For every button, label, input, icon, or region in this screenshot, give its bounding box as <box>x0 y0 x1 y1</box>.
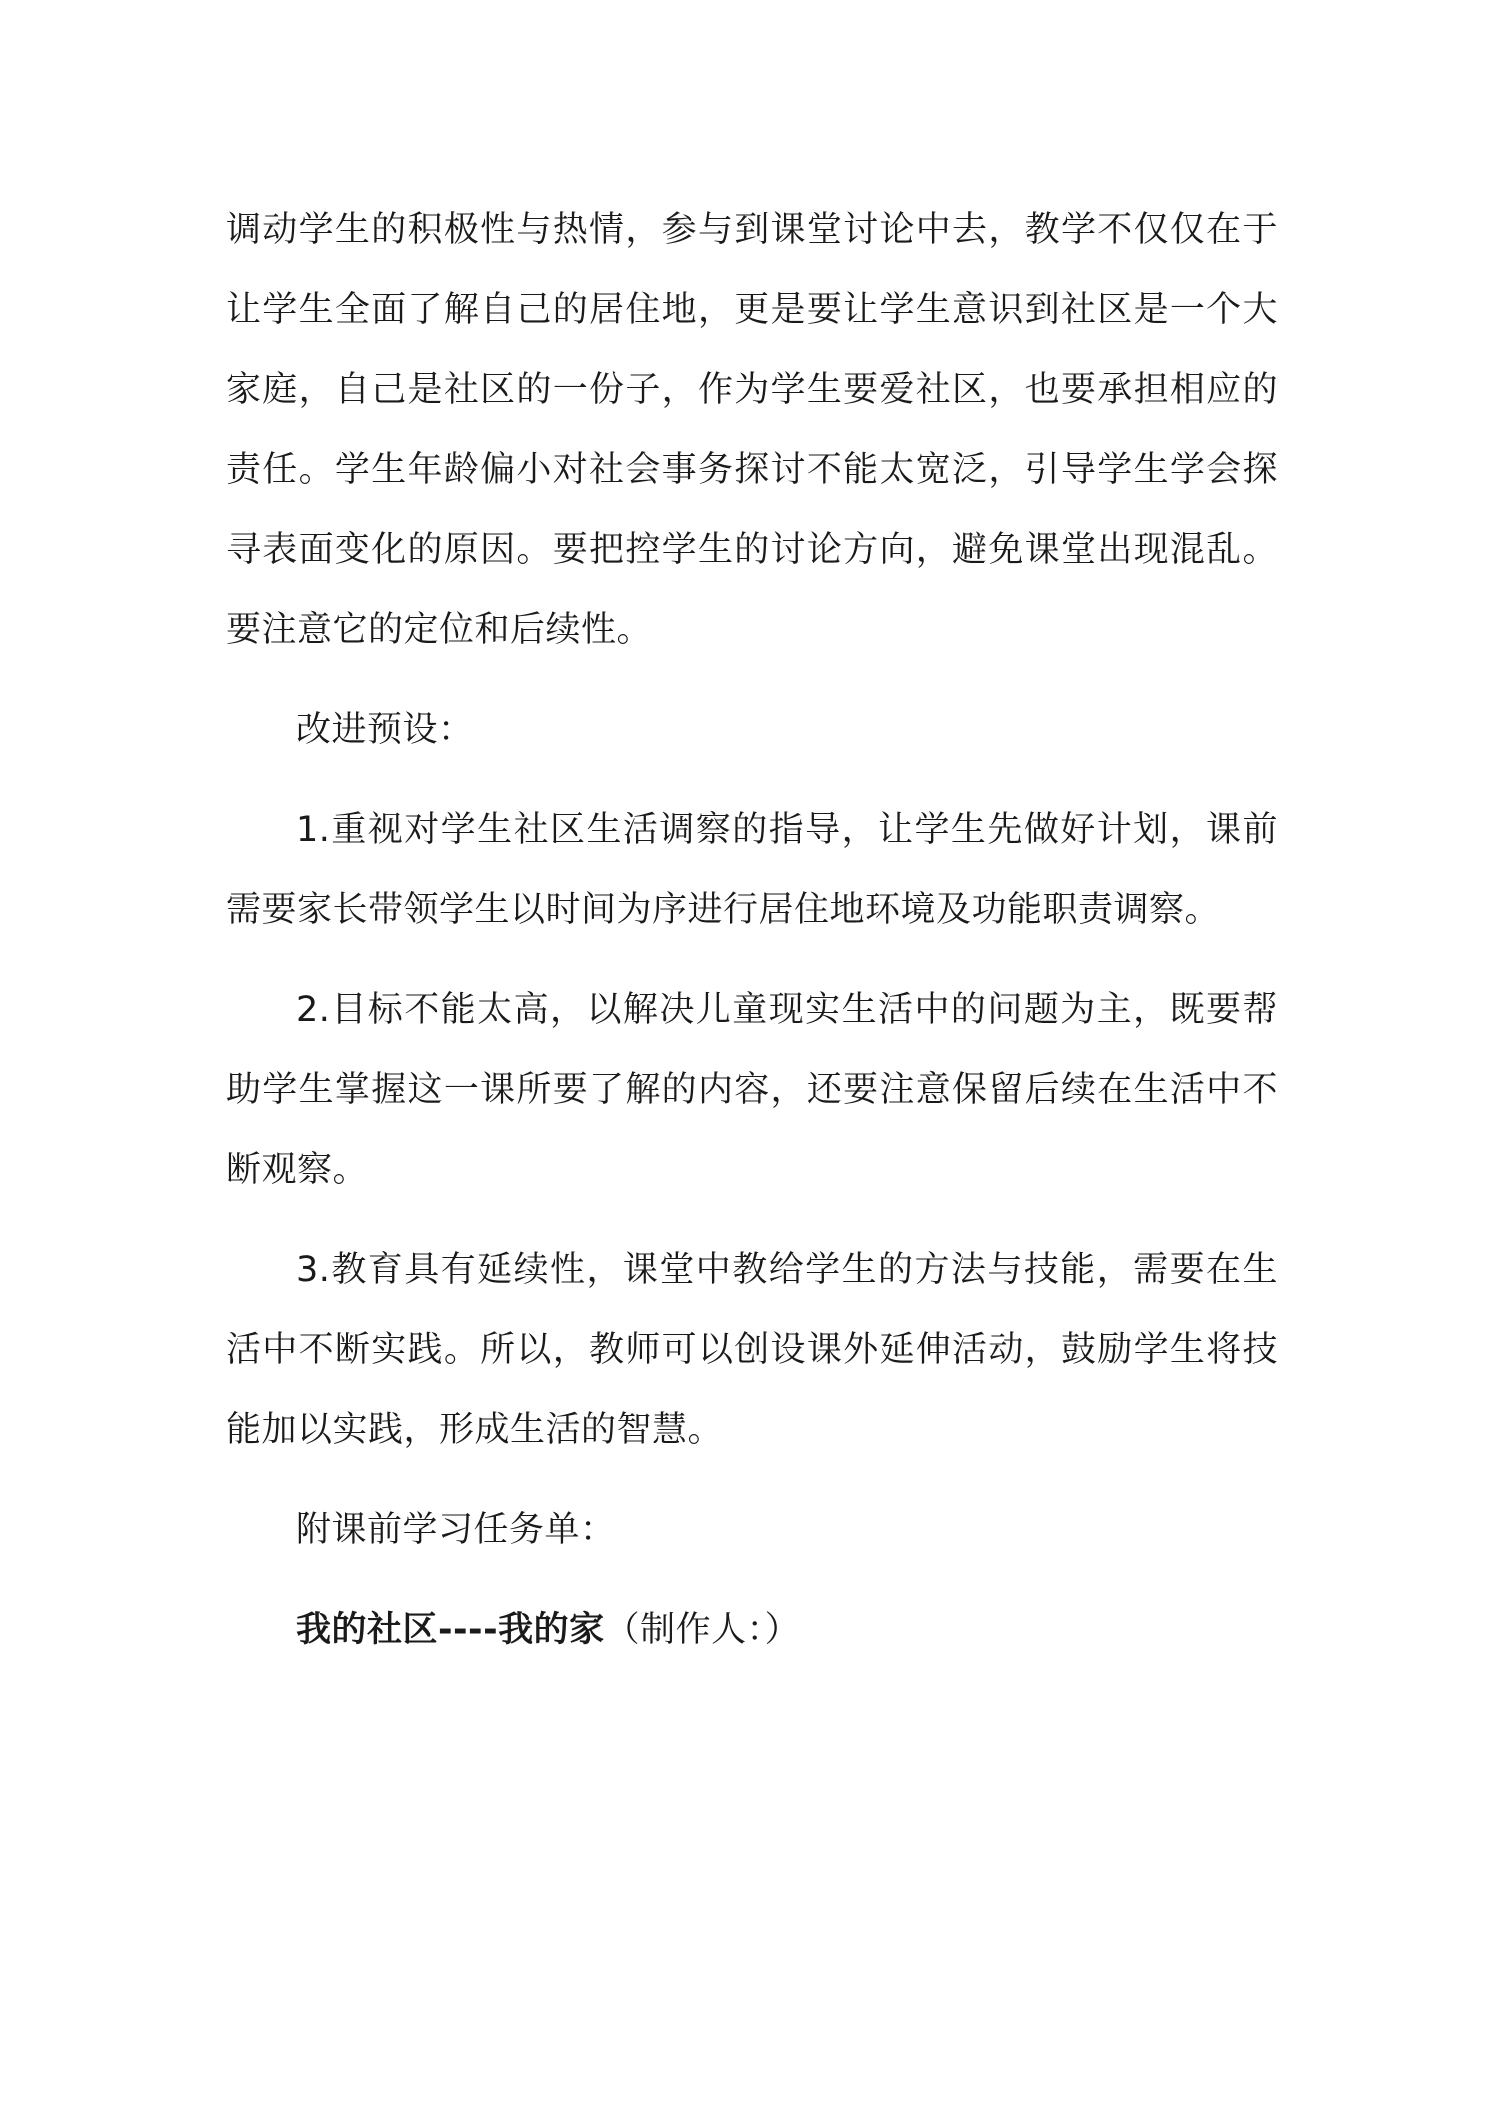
list-item-2: 2.目标不能太高，以解决儿童现实生活中的问题为主，既要帮助学生掌握这一课所要了解的内容，还要注意保留后续在生活中不断观察。 <box>226 990 1278 1190</box>
document-body <box>226 190 1278 1670</box>
task-title-suffix: （制作人：） <box>604 1610 801 1650</box>
heading-improvement: 改进预设： <box>296 710 474 750</box>
task-title-main: 我的社区----我的家 <box>296 1610 605 1650</box>
task-title <box>226 1590 1278 1670</box>
paragraph-reflection: 调动学生的积极性与热情，参与到课堂讨论中去，教学不仅仅在于让学生全面了解自己的居住地，更是要让学生意识到社区是一个大家庭，自己是社区的一份子，作为学生要爱社区，也要承担相应的责任。学生年龄偏小对社会事务探讨不能太宽泛，引导学生学会探寻表面变化的原因。要把控学生的讨论方向，避免课堂出现混乱。要注意它的定位和后续性。 <box>226 210 1278 650</box>
list-item-1: 1.重视对学生社区生活调察的指导，让学生先做好计划，课前需要家长带领学生以时间为序进行居住地环境及功能职责调察。 <box>226 810 1278 930</box>
list-item-3: 3.教育具有延续性，课堂中教给学生的方法与技能，需要在生活中不断实践。所以，教师可以创设课外延伸活动，鼓励学生将技能加以实践，形成生活的智慧。 <box>226 1250 1278 1450</box>
attachment-label: 附课前学习任务单： <box>296 1510 616 1550</box>
